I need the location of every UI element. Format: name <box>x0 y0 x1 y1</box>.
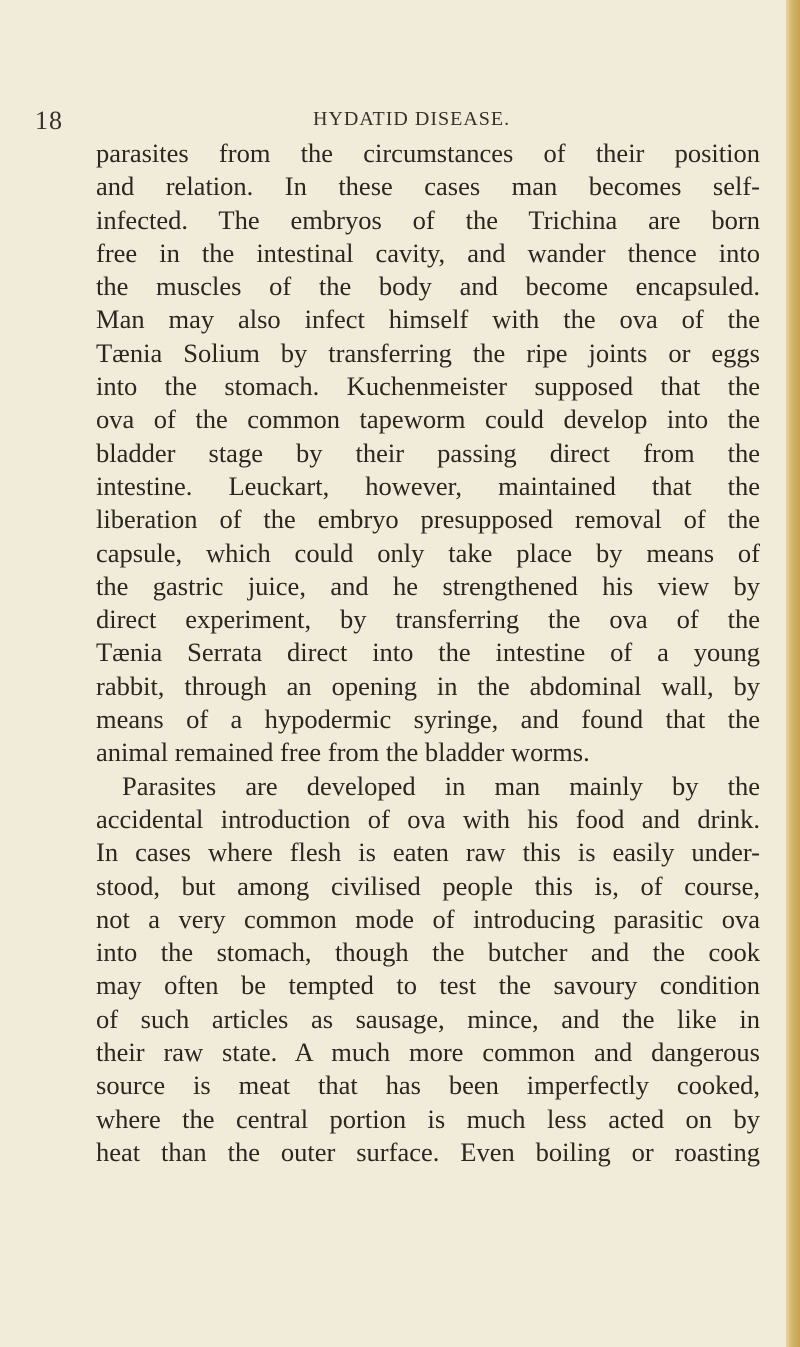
text-line: ova of the common tapeworm could develop into the <box>96 404 760 435</box>
text-line: the gastric juice, and he strengthened his view by <box>96 570 760 601</box>
text-line: and relation. In these cases man becomes self- <box>96 171 760 202</box>
text-line: where the central portion is much less acted on by <box>96 1103 760 1134</box>
text-line: means of a hypodermic syringe, and found that the <box>96 704 760 735</box>
text-line: into the stomach, though the butcher and the cook <box>96 937 760 968</box>
text-line: heat than the outer surface. Even boiling or roasting <box>96 1136 760 1167</box>
text-line: the muscles of the body and become encapsuled. <box>96 271 760 302</box>
body-text <box>96 137 760 1169</box>
text-line: source is meat that has been imperfectly cooked, <box>96 1070 760 1101</box>
text-line: direct experiment, by transferring the ova of the <box>96 604 760 635</box>
text-line: infected. The embryos of the Trichina are born <box>96 204 760 235</box>
text-line: into the stomach. Kuchenmeister supposed that the <box>96 371 760 402</box>
text-line: accidental introduction of ova with his food and drink. <box>96 803 760 834</box>
text-line: Tænia Solium by transferring the ripe joints or eggs <box>96 337 760 368</box>
text-line: bladder stage by their passing direct from the <box>96 437 760 468</box>
text-line: their raw state. A much more common and dangerous <box>96 1037 760 1068</box>
page-edge <box>786 0 800 1347</box>
text-line: may often be tempted to test the savoury condition <box>96 970 760 1001</box>
text-line: animal remained free from the bladder worms. <box>96 737 590 768</box>
text-line: liberation of the embryo presupposed removal of the <box>96 504 760 535</box>
text-line: Tænia Serrata direct into the intestine of a young <box>96 637 760 668</box>
text-line: not a very common mode of introducing parasitic ova <box>96 903 760 934</box>
running-head: HYDATID DISEASE. <box>313 108 511 130</box>
text-line: In cases where flesh is eaten raw this is easily under- <box>96 837 760 868</box>
text-line: parasites from the circumstances of their position <box>96 138 760 168</box>
text-line: free in the intestinal cavity, and wander thence into <box>96 237 760 268</box>
text-line: capsule, which could only take place by means of <box>96 537 760 568</box>
page-header <box>35 106 695 136</box>
text-line: stood, but among civilised people this is, of course, <box>96 870 760 901</box>
page-number: 18 <box>35 106 63 135</box>
text-line: intestine. Leuckart, however, maintained that the <box>96 470 760 501</box>
text-line: Man may also infect himself with the ova of the <box>96 304 760 335</box>
text-line: of such articles as sausage, mince, and the like in <box>96 1003 760 1034</box>
text-line: Parasites are developed in man mainly by the <box>122 770 760 801</box>
text-line: rabbit, through an opening in the abdominal wall, by <box>96 670 760 701</box>
